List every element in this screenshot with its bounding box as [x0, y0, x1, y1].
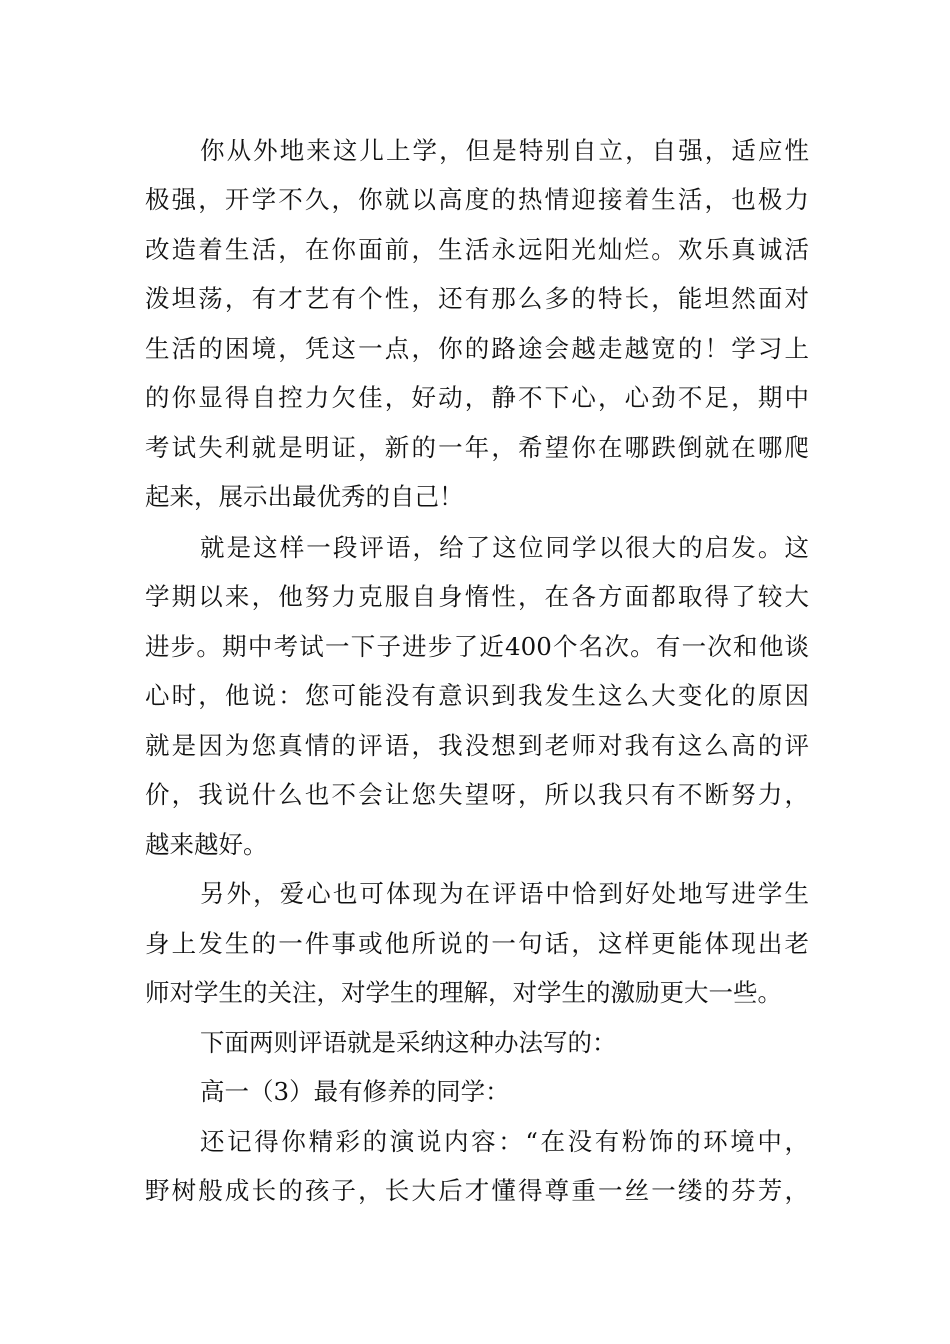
paragraph-1-line-2: 极强，开学不久，你就以高度的热情迎接着生活，也极力 — [145, 185, 809, 214]
paragraph-3-line-2: 身上发生的一件事或他所说的一句话，这样更能体现出老 — [145, 929, 809, 958]
paragraph-2-line-5: 就是因为您真情的评语，我没想到老师对我有这么高的评 — [145, 731, 809, 760]
paragraph-6-line-1: 还记得你精彩的演说内容：“在没有粉饰的环境中， — [200, 1127, 809, 1156]
paragraph-1-line-8: 起来，展示出最优秀的自己！ — [145, 482, 464, 511]
paragraph-3-line-1: 另外，爱心也可体现为在评语中恰到好处地写进学生 — [200, 879, 809, 908]
paragraph-2-line-1: 就是这样一段评语，给了这位同学以很大的启发。这 — [200, 533, 809, 562]
paragraph-1-line-4: 泼坦荡，有才艺有个性，还有那么多的特长，能坦然面对 — [145, 284, 809, 313]
paragraph-4-line-1: 下面两则评语就是采纳这种办法写的： — [200, 1028, 617, 1057]
paragraph-6-line-2: 野树般成长的孩子，长大后才懂得尊重一丝一缕的芬芳， — [145, 1176, 809, 1205]
paragraph-2-line-4: 心时，他说：您可能没有意识到我发生这么大变化的原因 — [145, 681, 809, 710]
paragraph-1-line-6: 的你显得自控力欠佳，好动，静不下心，心劲不足，期中 — [145, 383, 809, 412]
paragraph-1-line-5: 生活的困境，凭这一点，你的路途会越走越宽的！学习上 — [145, 334, 809, 363]
paragraph-2-line-3: 进步。期中考试一下子进步了近400个名次。有一次和他谈 — [145, 632, 809, 661]
paragraph-2-line-6: 价，我说什么也不会让您失望呀，所以我只有不断努力， — [145, 780, 809, 809]
paragraph-2-line-7: 越来越好。 — [145, 830, 268, 859]
paragraph-3-line-3: 师对学生的关注，对学生的理解，对学生的激励更大一些。 — [145, 978, 782, 1007]
paragraph-5-heading: 高一（3）最有修养的同学： — [200, 1077, 510, 1106]
paragraph-1-line-3: 改造着生活，在你面前，生活永远阳光灿烂。欢乐真诚活 — [145, 235, 809, 264]
paragraph-1-line-7: 考试失利就是明证，新的一年，希望你在哪跌倒就在哪爬 — [145, 433, 809, 462]
paragraph-1-line-1: 你从外地来这儿上学，但是特别自立，自强，适应性 — [200, 136, 809, 165]
paragraph-2-line-2: 学期以来，他努力克服自身惰性，在各方面都取得了较大 — [145, 582, 809, 611]
